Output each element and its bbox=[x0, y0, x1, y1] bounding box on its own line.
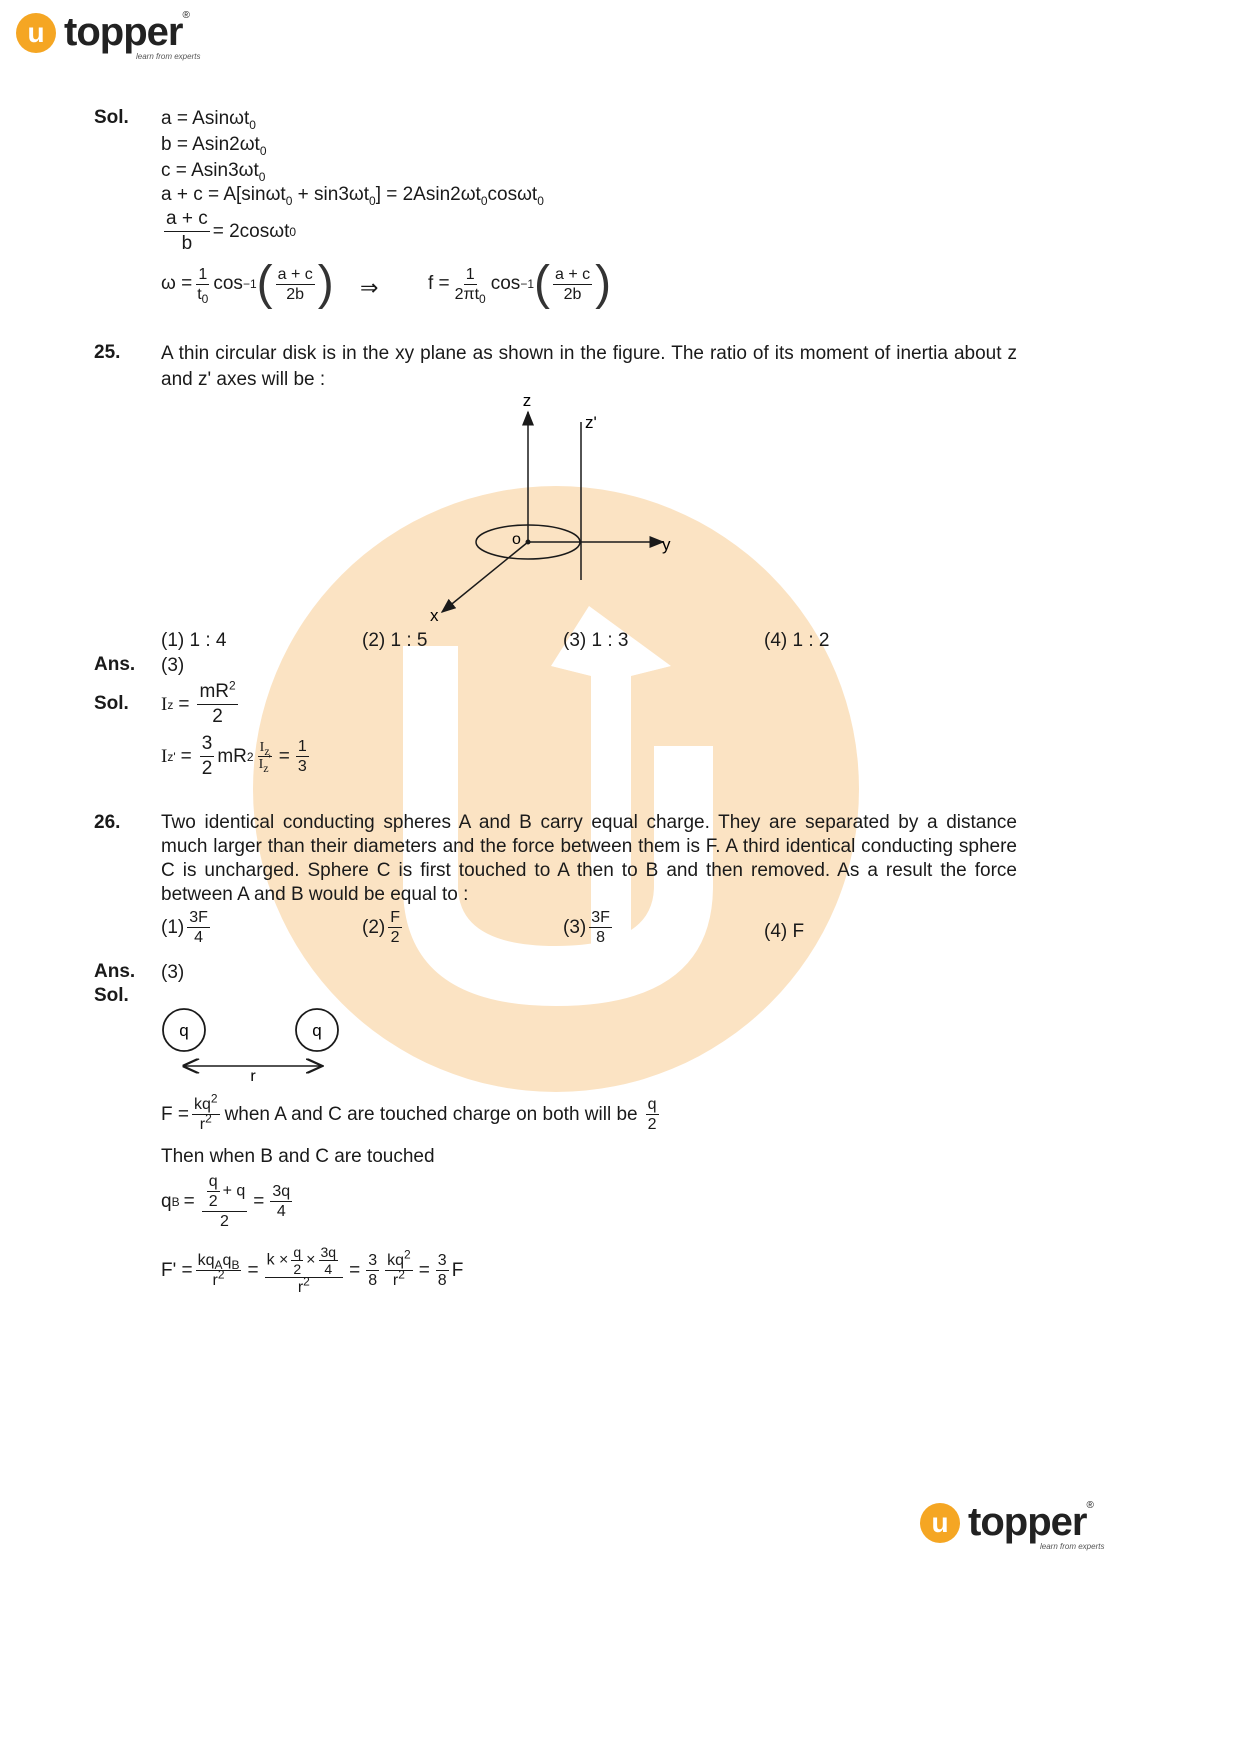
question-number-26: 26. bbox=[94, 812, 121, 833]
x-axis bbox=[442, 542, 528, 612]
q26-option-1: (1) $\frac{3F}{4}$ bbox=[161, 909, 208, 946]
logo-tagline: learn from experts bbox=[136, 52, 201, 61]
implies-arrow: ⇒ bbox=[360, 275, 379, 300]
question-text-26: Two identical conducting spheres A and B carry equal charge. They are separated by a distance much larger than their diameters and the force between them is F. A third identical conducting sphere C is uncharged. Sphere C is first touched to A then to B and then removed. As a result the force between A and B would be equal to : bbox=[161, 812, 1017, 905]
q25-option-2: (2) 1 : 5 bbox=[362, 630, 428, 651]
q26-option-3: (3) $\frac{3F}{8}$ bbox=[563, 909, 610, 946]
question-text-25: A thin circular disk is in the xy plane as shown in the figure. The ratio of its moment of inertia about z and z' axes will be : bbox=[161, 343, 1017, 390]
logo-registered: ® bbox=[182, 10, 190, 21]
footer-logo-icon: u bbox=[920, 1503, 960, 1543]
ans-value-25: (3) bbox=[161, 655, 185, 676]
q26-force-eq: F = $\frac{kq^2}{r^2}$ when A and C are touched charge on both will be $\frac{q}{2}$ bbox=[161, 1091, 657, 1133]
q26-qb-eq: q B = $\frac{q}{2}$ + q 2 = $\frac{3q}{4}$ bbox=[161, 1173, 291, 1230]
y-axis-label: y bbox=[662, 535, 671, 554]
q25-option-3: (3) 1 : 3 bbox=[563, 630, 629, 651]
distance-label: r bbox=[250, 1068, 256, 1085]
charge-label-a: q bbox=[179, 1021, 189, 1040]
zprime-axis-label: z' bbox=[585, 413, 597, 432]
charges-figure bbox=[155, 1003, 355, 1088]
q24-omega-eq: ω = $\frac{1}{t_0}$ cos −1 ( $\frac{a + c}{2b}$ ) bbox=[161, 257, 334, 310]
disk-axes-figure bbox=[420, 390, 700, 630]
sol-label-25: Sol. bbox=[94, 693, 129, 714]
q24-line-a: a = Asinωt$_0$ bbox=[161, 108, 256, 132]
q24-freq-eq: f = $\frac{1}{2\pi t_0}$ cos −1 ( $\frac{a + c}{2b}$ ) bbox=[428, 257, 612, 310]
q26-option-4: (4) F bbox=[764, 921, 805, 942]
logo-wordmark: topper bbox=[64, 10, 183, 54]
q25-option-4: (4) 1 : 2 bbox=[764, 630, 830, 651]
q24-line-sum: $a + c = A[\sin\omega t_0 + \sin 3\omega t_0] = 2Asin2\omega t_0\cos\omega t_0$ bbox=[161, 184, 544, 208]
ans-label-26: Ans. bbox=[94, 961, 136, 982]
q26-fprime-eq: F' = $\frac{kq_Aq_B}{r^2}$ = k × $\frac{q}{2}$ × $\frac{3q}{4}$ $r^2$ = $\frac{3}{8}$ $\frac{kq^2}{r^2}$ = $\frac{3}{8}$ F bbox=[161, 1244, 464, 1296]
footer-logo bbox=[920, 1500, 1094, 1545]
logo-icon: u bbox=[16, 13, 56, 53]
header-logo bbox=[16, 10, 190, 55]
q26-option-2: (2) $\frac{F}{2}$ bbox=[362, 909, 401, 946]
q24-line-b: $b = Asin2\omega t_0$ bbox=[161, 134, 267, 158]
q25-izp-eq: I z ' = $\frac{3}{2}$ mR 2 $\frac{I_z}{I_z'}$ = $\frac{1}{3}$ bbox=[161, 733, 307, 779]
z-axis-label: z bbox=[522, 391, 532, 410]
x-axis-label: x bbox=[430, 606, 439, 625]
q25-iz-eq: I z = $\frac{mR^2}{2}$ bbox=[161, 678, 236, 727]
q24-line-c: $c = Asin3\omega t_0$ bbox=[161, 160, 266, 184]
sol-label-24: Sol. bbox=[94, 107, 129, 128]
ans-value-26: (3) bbox=[161, 962, 185, 983]
question-number-25: 25. bbox=[94, 342, 121, 363]
origin-label: o bbox=[512, 531, 521, 548]
footer-logo-registered: ® bbox=[1086, 1500, 1094, 1511]
q26-then-text: Then when B and C are touched bbox=[161, 1146, 435, 1167]
q24-ratio-eq: $\frac{a + c}{b}$ = 2cosωt 0 bbox=[166, 208, 297, 254]
ans-label-25: Ans. bbox=[94, 654, 136, 675]
sol-label-26: Sol. bbox=[94, 985, 129, 1006]
charge-label-b: q bbox=[312, 1021, 322, 1040]
q25-option-1: (1) 1 : 4 bbox=[161, 630, 227, 651]
footer-logo-wordmark: topper bbox=[968, 1500, 1087, 1544]
footer-logo-tagline: learn from experts bbox=[1040, 1542, 1105, 1551]
